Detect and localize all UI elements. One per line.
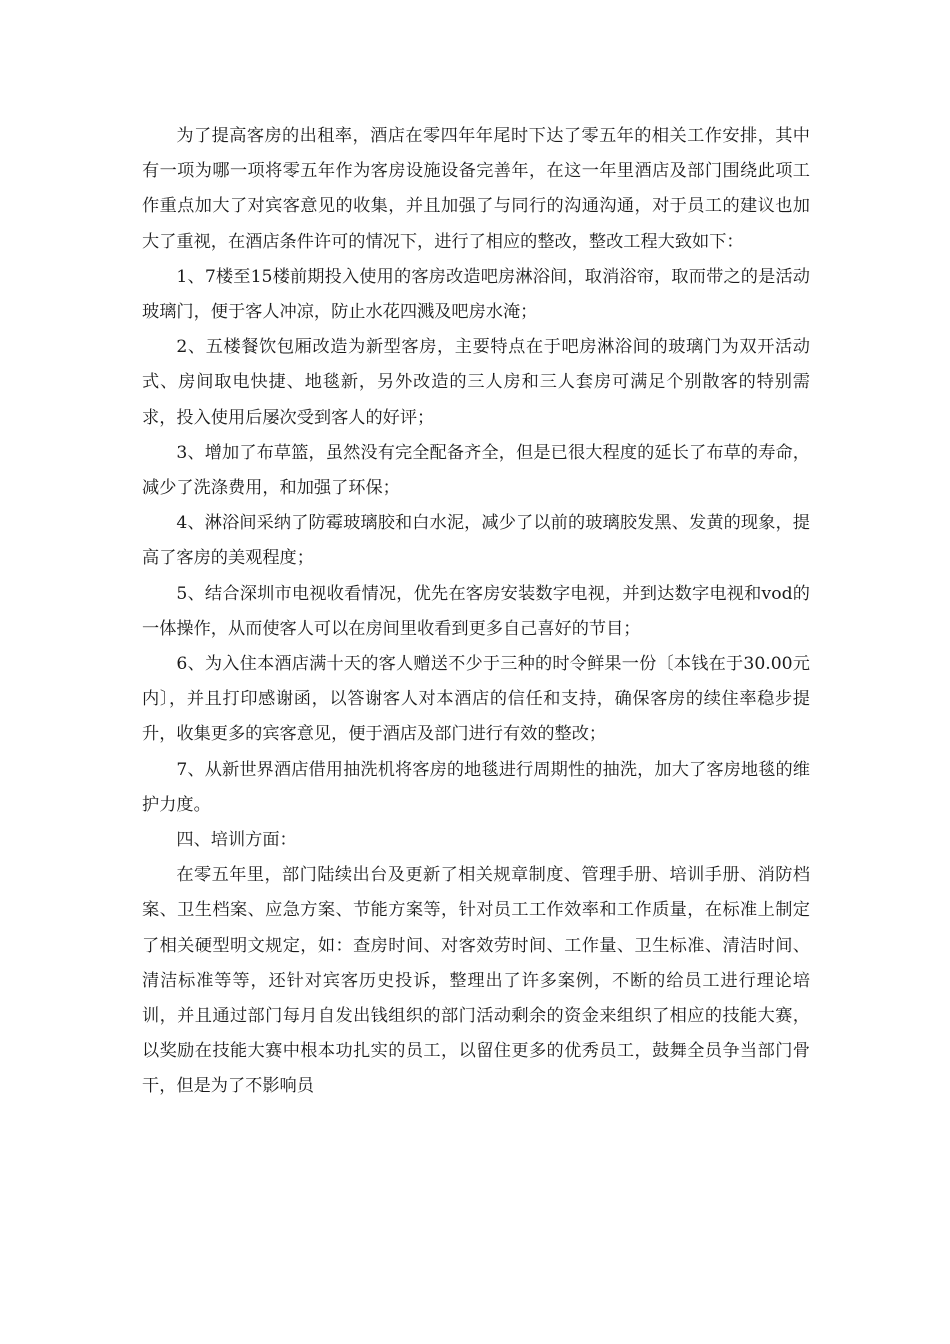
paragraph-training: 在零五年里，部门陆续出台及更新了相关规章制度、管理手册、培训手册、消防档案、卫生档案、应急方案、节能方案等，针对员工工作效率和工作质量，在标准上制定了相关硬型明文规定，如：查房时间、对客效劳时间、工作量、卫生标准、清洁时间、清洁标准等等，还针对宾客历史投诉，整理出了许多案例，不断的给员工进行理论培训，并且通过部门每月自发出钱组织的部门活动剩余的资金来组织了相应的技能大赛，以奖励在技能大赛中根本功扎实的员工，以留住更多的优秀员工，鼓舞全员争当部门骨干，但是为了不影响员 [142,865,810,1097]
paragraph-item-7: 7、从新世界酒店借用抽洗机将客房的地毯进行周期性的抽洗，加大了客房地毯的维护力度。 [142,759,810,815]
paragraph-item-2: 2、五楼餐饮包厢改造为新型客房，主要特点在于吧房淋浴间的玻璃门为双开活动式、房间取电快捷、地毯新，另外改造的三人房和三人套房可满足个别散客的特别需求，投入使用后屡次受到客人的好评； [142,337,810,428]
paragraph-intro: 为了提高客房的出租率，酒店在零四年年尾时下达了零五年的相关工作安排，其中有一项为哪一项将零五年作为客房设施设备完善年，在这一年里酒店及部门围绕此项工作重点加大了对宾客意见的收集，并且加强了与同行的沟通沟通，对于员工的建议也加大了重视，在酒店条件许可的情况下，进行了相应的整改，整改工程大致如下： [142,126,810,252]
document-page [142,119,810,1105]
paragraph-item-6: 6、为入住本酒店满十天的客人赠送不少于三种的时令鲜果一份〔本钱在于30.00元内〕，并且打印感谢函，以答谢客人对本酒店的信任和支持，确保客房的续住率稳步提升，收集更多的宾客意见，便于酒店及部门进行有效的整改； [142,654,810,745]
paragraph-item-5: 5、结合深圳市电视收看情况，优先在客房安装数字电视，并到达数字电视和vod的一体操作，从而使客人可以在房间里收看到更多自己喜好的节目； [142,583,810,639]
section-heading-training: 四、培训方面： [176,830,297,851]
paragraph-item-1: 1、7楼至15楼前期投入使用的客房改造吧房淋浴间，取消浴帘，取而带之的是活动玻璃门，便于客人冲凉，防止水花四溅及吧房水淹； [142,266,810,323]
paragraph-item-3: 3、增加了布草篮，虽然没有完全配备齐全，但是已很大程度的延长了布草的寿命，减少了洗涤费用，和加强了环保； [142,442,810,499]
paragraph-item-4: 4、淋浴间采纳了防霉玻璃胶和白水泥，减少了以前的玻璃胶发黑、发黄的现象，提高了客房的美观程度； [142,513,810,569]
